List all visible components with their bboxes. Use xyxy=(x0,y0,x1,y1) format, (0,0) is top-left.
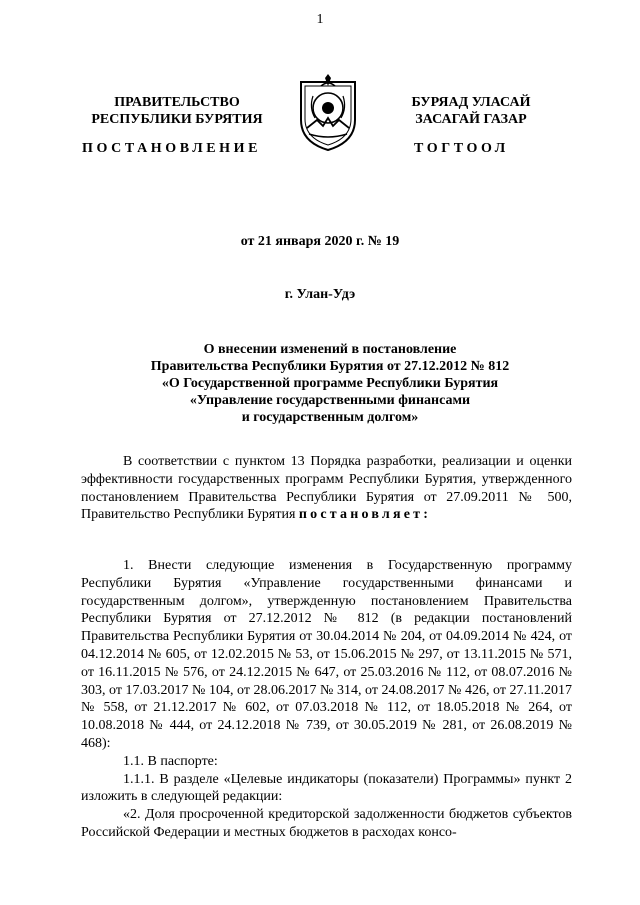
document-date: от 21 января 2020 г. № 19 xyxy=(240,234,400,249)
operative-section xyxy=(81,557,572,842)
page-number: 1 xyxy=(316,12,324,27)
doc-type-buryat: ТОГТООЛ xyxy=(414,141,509,156)
government-name-buryat xyxy=(386,94,556,128)
body-paragraph: 1. Внести следующие изменения в Государственную программу Республики Бурятия «Управление государственными финансами и государственным долгом», утвержденную постановлением Правительства Республики Бурятия от 27.12.2012 № 812 (в редакции постановлений Правительства Республики Бурятия от 30.04.2014 № 204, от 04.09.2014 № 424, от 04.12.2014 № 605, от 12.02.2015 № 53, от 15.06.2015 № 297, от 13.11.2015 № 571, от 16.11.2015 № 576, от 24.12.2015 № 647, от 25.03.2016 № 112, от 08.07.2016 № 303, от 17.03.2017 № 104, от 28.06.2017 № 314, от 24.08.2017 № 426, от 27.11.2017 № 558, от 21.12.2017 № 602, от 07.03.2018 № 112, от 18.05.2018 № 264, от 10.08.2018 № 444, от 24.12.2018 № 739, от 30.05.2019 № 281, от 26.08.2019 № 468): xyxy=(81,558,572,751)
coat-of-arms-icon xyxy=(295,72,361,152)
org-line: РЕСПУБЛИКИ БУРЯТИЯ xyxy=(91,112,263,127)
body-paragraph: 1.1. В паспорте: xyxy=(123,753,218,769)
org-line: ЗАСАГАЙ ГАЗАР xyxy=(415,112,527,127)
document-city: г. Улан-Удэ xyxy=(284,287,356,302)
title-line: «Управление государственными финансами xyxy=(189,393,471,408)
preamble-text: В соответствии с пунктом 13 Порядка разработки, реализации и оценки эффективности государственных программ Республики Бурятия, утвержденного постановлением Правительства Республики Бурятия от 27.09.2011 № 500, Правительство Республики Бурятия xyxy=(81,454,572,523)
preamble-paragraph xyxy=(81,453,572,524)
title-line: Правительства Республики Бурятия от 27.12.2012 № 812 xyxy=(150,359,510,374)
body-paragraph: 1.1.1. В разделе «Целевые индикаторы (показатели) Программы» пункт 2 изложить в следующей редакции: xyxy=(81,771,572,805)
title-line: и государственным долгом» xyxy=(241,410,419,425)
title-line: О внесении изменений в постановление xyxy=(203,342,457,357)
government-name-russian xyxy=(82,94,272,128)
resolution-word: постановляет: xyxy=(298,507,432,523)
title-line: «О Государственной программе Республики Бурятия xyxy=(161,376,499,391)
document-title xyxy=(120,341,540,426)
org-line: БУРЯАД УЛАСАЙ xyxy=(411,95,531,110)
doc-type-russian: ПОСТАНОВЛЕНИЕ xyxy=(82,141,262,156)
body-paragraph: «2. Доля просроченной кредиторской задолженности бюджетов субъектов Российской Федерации и местных бюджетов в расходах консо- xyxy=(81,807,572,840)
org-line: ПРАВИТЕЛЬСТВО xyxy=(114,95,240,110)
